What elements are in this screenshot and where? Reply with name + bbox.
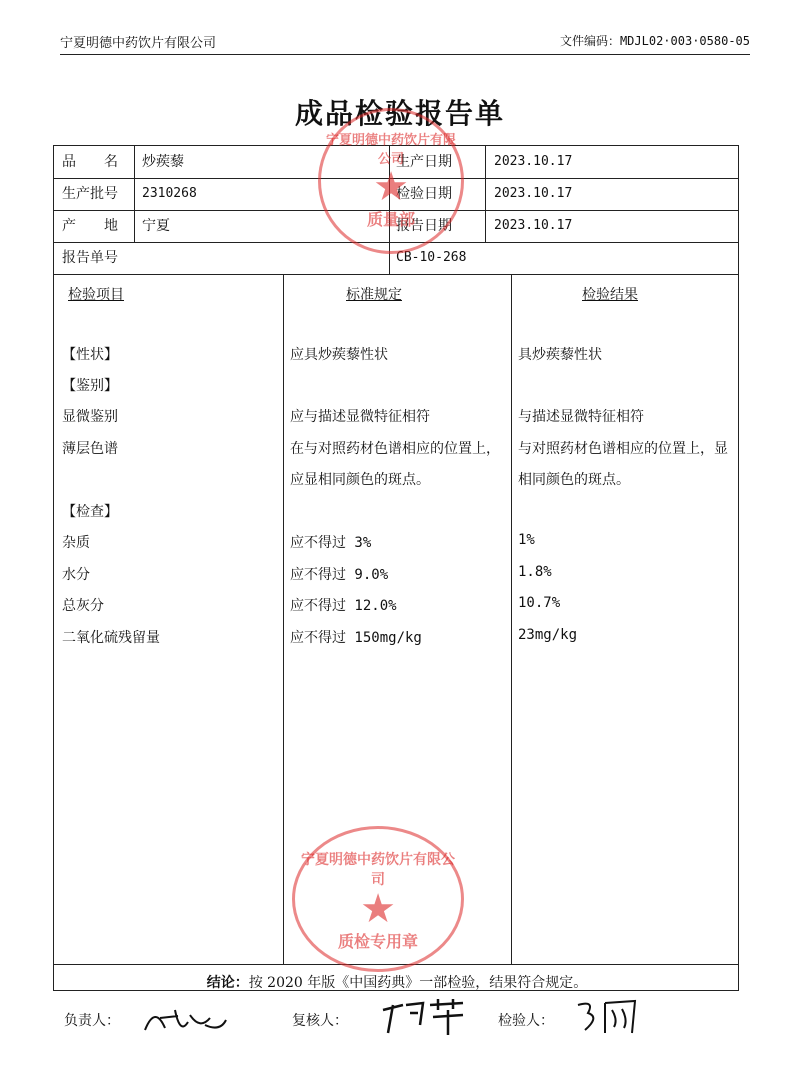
test-standard: 应不得过 3% [290,535,372,551]
reviewer-label: 复核人： [292,1013,348,1029]
conclusion-text: 按 2020 年版《中国药典》一部检验，结果符合规定。 [248,975,588,991]
origin-value: 宁夏 [142,218,170,234]
quality-dept-stamp [318,108,464,254]
production-date-value: 2023.10.17 [494,154,573,169]
column-header-item: 检验项目 [68,287,124,303]
test-standard: 应显相同颜色的斑点。 [290,472,430,488]
report-title: 成品检验报告单 [294,97,505,130]
product-value: 炒蒺藜 [142,154,184,170]
stamp-ring-text: 宁夏明德中药饮片有限公司 [325,133,456,167]
inspector-label: 检验人： [498,1013,554,1029]
test-result: 1% [518,532,535,548]
test-standard: 应不得过 150mg/kg [290,630,422,646]
batch-value: 2310268 [142,186,197,201]
test-item: 二氧化硫残留量 [62,630,160,646]
star-icon: ★ [360,886,396,932]
origin-label: 产 地 [62,218,118,234]
test-item: 杂质 [62,535,90,551]
product-label: 品 名 [62,154,118,170]
column-header-result: 检验结果 [582,287,638,303]
test-result: 具炒蒺藜性状 [518,347,602,363]
test-result: 相同颜色的斑点。 [518,472,630,488]
report-number-value: CB-10-268 [396,250,467,265]
page-header [60,28,750,55]
test-item: 【性状】 [62,347,118,363]
test-result: 10.7% [518,595,561,611]
report-date-label: 报告日期 [396,218,452,234]
stamp-bottom-text: 质量部 [366,210,415,229]
responsible-signature [140,1000,230,1040]
test-item: 总灰分 [62,598,104,614]
col-divider [283,274,284,964]
test-standard: 应具炒蒺藜性状 [290,347,388,363]
batch-label: 生产批号 [62,186,118,202]
inspector-signature [570,995,650,1040]
responsible-label: 负责人： [64,1013,120,1029]
inspection-stamp [292,826,464,972]
stamp-ring-text: 宁夏明德中药饮片有限公司 [301,852,455,888]
report-number-label: 报告单号 [62,250,118,266]
test-standard: 应不得过 9.0% [290,567,389,583]
document-code: 文件编码：MDJL02·003·0580-05 [559,34,750,48]
reviewer-signature [378,995,468,1040]
conclusion [54,972,740,992]
star-icon: ★ [373,164,409,210]
test-date-label: 检验日期 [396,186,452,202]
report-date-value: 2023.10.17 [494,218,573,233]
col-divider [485,146,486,242]
test-item: 【检查】 [62,504,118,520]
test-item: 薄层色谱 [62,441,118,457]
test-result: 1.8% [518,564,552,580]
row-divider [54,274,738,275]
column-header-standard: 标准规定 [346,287,402,303]
test-result: 23mg/kg [518,627,578,643]
test-item: 水分 [62,567,90,583]
test-result: 与描述显微特征相符 [518,409,644,425]
test-result: 与对照药材色谱相应的位置上，显 [518,441,728,457]
col-divider [134,146,135,242]
col-divider [511,274,512,964]
company-name: 宁夏明德中药饮片有限公司 [60,36,217,51]
test-standard: 在与对照药材色谱相应的位置上， [290,441,500,457]
test-standard: 应与描述显微特征相符 [290,409,430,425]
stamp-bottom-text: 质检专用章 [337,932,418,951]
test-item: 显微鉴别 [62,409,118,425]
conclusion-label: 结论： [206,975,249,991]
production-date-label: 生产日期 [396,154,452,170]
test-date-value: 2023.10.17 [494,186,573,201]
test-standard: 应不得过 12.0% [290,598,397,614]
test-item: 【鉴别】 [62,378,118,394]
